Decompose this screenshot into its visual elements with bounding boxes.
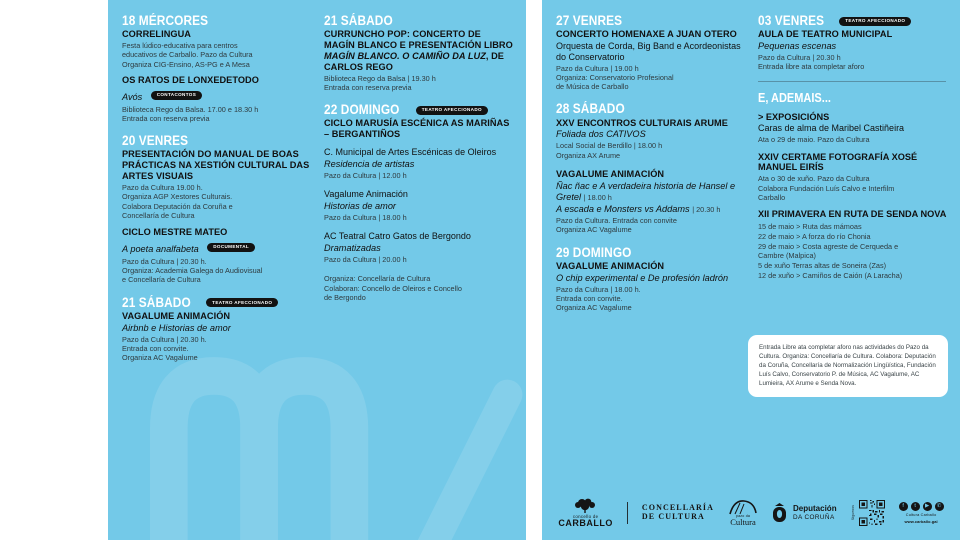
event-meta <box>324 213 514 222</box>
work-title-italic: Foliada dos CATIVOS <box>556 129 646 140</box>
event-block-18-mercores <box>122 14 312 123</box>
column-1 <box>122 14 312 374</box>
youtube-icon[interactable]: ▶ <box>923 502 932 511</box>
column-2 <box>324 14 514 374</box>
phone-icon[interactable]: ✆ <box>935 502 944 511</box>
event-date: 21 SÁBADO <box>324 13 393 28</box>
event-block-03-venres <box>758 14 948 72</box>
event-meta <box>122 105 312 124</box>
category-badge: TEATRO AFECCIONADO <box>206 298 278 307</box>
event-date: 21 SÁBADO <box>122 294 191 310</box>
performer-name: AC Teatral Catro Gatos de Bergondo <box>324 231 471 242</box>
category-badge: TEATRO AFECCIONADO <box>839 17 911 26</box>
carballo-crest <box>558 498 613 528</box>
meta-line: Festa lúdico-educativa para centros <box>122 41 238 51</box>
event-block-29-domingo <box>556 246 746 313</box>
facebook-icon[interactable]: f <box>899 502 908 511</box>
left-page <box>108 0 526 540</box>
organizer-meta <box>324 274 514 302</box>
exhibition-heading: XII PRIMAVERA EN RUTA DE SENDA NOVA <box>758 209 947 220</box>
exhibition-heading: XXIV CERTAME FOTOGRAFÍA XOSÉ MANUEL EIRÍS <box>758 151 918 173</box>
qr-caption: Síguenos <box>850 505 855 521</box>
work-title-italic: Pequenas escenas <box>758 41 837 52</box>
logo-pazo-da-cultura <box>728 499 758 527</box>
meta-line: e Concellaría de Cultura <box>122 275 201 285</box>
event-title: CURRUNCHO POP: CONCERTO DE MAGÍN BLANCO E PRESENTACIÓN LIBRO MAGÍN BLANCO. O CAMIÑO DA LUZ, DE CARLOS REGO <box>324 29 513 72</box>
right-page <box>542 0 960 540</box>
route-item: 5 de xuño Terras altas de Soneira (Zas) <box>758 261 887 271</box>
left-page-columns <box>108 0 526 380</box>
event-meta <box>556 141 746 160</box>
event-date: 18 MÉRCORES <box>122 13 209 28</box>
meta-line: Organiza CIG-Ensino, AS-PG e A Mesa <box>122 59 250 69</box>
meta-line: Organiza: Concellaría de Cultura <box>324 274 431 284</box>
event-title: PRESENTACIÓN DO MANUAL DE BOAS PRÁCTICAS NA XESTIÓN CULTURAL DAS ARTES VISUAIS <box>122 149 310 182</box>
logo-concellaria-cultura <box>642 504 714 522</box>
meta-line: Colabora Deputación da Coruña e <box>122 201 233 211</box>
event-date: 20 VENRES <box>122 133 189 149</box>
date-row <box>122 296 312 310</box>
date-row <box>556 246 746 260</box>
title-italic-row <box>122 239 312 257</box>
meta-line: Pazo da Cultura | 19.00 h <box>556 63 639 73</box>
carballo-main-label: CARBALLO <box>558 518 613 528</box>
event-meta <box>122 183 312 220</box>
event-meta <box>122 257 312 285</box>
event-meta <box>324 171 514 180</box>
event-title: CORRELINGUA <box>122 29 191 40</box>
event-subtitle-italic: Airbnb e Historias de amor <box>122 322 231 333</box>
work-title-italic: Ñac ñac e A verdadeira historia de Hansel e Gretel | 18.00 h <box>556 180 736 202</box>
meta-line: Pazo da Cultura | 18.00 h <box>324 212 407 222</box>
date-row <box>122 134 312 148</box>
meta-line: Organiza: Conservatorio Profesional <box>556 72 674 82</box>
social-handle: Cultura Carballo <box>905 512 937 517</box>
date-row <box>324 14 514 28</box>
meta-line: Entrada con reserva previa <box>324 82 412 92</box>
work-title-italic: Residencia de artistas <box>324 158 415 169</box>
performer-name: C. Municipal de Artes Escénicas de Oleiros <box>324 147 497 158</box>
meta-line: educativos de Carballo. Pazo da Cultura <box>122 50 253 60</box>
meta-line: Carballo <box>758 192 786 202</box>
pazo-arc-icon <box>728 499 758 515</box>
meta-line: Entrada con reserva previa <box>122 113 210 123</box>
column-3 <box>556 14 746 323</box>
route-list <box>758 222 948 281</box>
route-item: Cambre (Malpica) <box>758 251 816 261</box>
social-icon-row <box>899 502 944 511</box>
exhibition-block-exposicions <box>758 112 948 145</box>
meta-line: Pazo da Cultura 19.00 h. <box>122 182 203 192</box>
work-title-italic: Dramatizadas <box>324 243 381 254</box>
meta-line: Organiza AC Vagalume <box>556 225 632 235</box>
right-page-columns <box>542 0 960 329</box>
exhibition-name: Caras de alma de Maribel Castiñeira <box>758 123 905 134</box>
date-row <box>758 14 948 28</box>
exhibition-block-certame <box>758 152 948 203</box>
event-title: VAGALUME ANIMACIÓN <box>556 169 665 180</box>
date-row <box>324 103 514 117</box>
social-section <box>899 502 944 524</box>
meta-line: Organiza: Academia Galega do Audiovisual <box>122 266 263 276</box>
meta-line: Concellaría de Cultura <box>122 210 195 220</box>
deputacion-shield-icon <box>772 503 787 523</box>
meta-line: Pazo da Cultura | 20.30 h <box>758 53 841 63</box>
event-meta <box>122 41 312 69</box>
exhibition-heading: > EXPOSICIÓNS <box>758 111 830 122</box>
event-block-27-venres <box>556 14 746 91</box>
meta-line: Pazo da Cultura | 20.30 h. <box>122 256 207 266</box>
meta-line: Entrada con convite. <box>122 344 189 354</box>
meta-line: Organiza AC Vagalume <box>122 353 198 363</box>
event-meta <box>758 53 948 72</box>
meta-line: Pazo da Cultura. Entrada con convite <box>556 215 677 225</box>
concellaria-line-1: CONCELLARÍA <box>641 502 715 512</box>
qr-section[interactable] <box>851 500 885 526</box>
deputacion-line-1: Deputación <box>793 503 837 513</box>
event-title: VAGALUME ANIMACIÓN <box>556 260 665 271</box>
meta-line: Biblioteca Rego da Balsa. 17.00 e 18.30 h <box>122 104 259 114</box>
event-meta <box>556 285 746 313</box>
event-meta <box>556 216 746 235</box>
meta-line: Pazo da Cultura | 12.00 h <box>324 170 407 180</box>
logo-concello-carballo <box>558 498 613 528</box>
event-title: VAGALUME ANIMACIÓN <box>122 310 231 321</box>
status-badge: CONTACONTOS <box>151 91 202 100</box>
performer-name: Vagalume Animación <box>324 189 408 200</box>
meta-line: Organiza AX Arume <box>556 150 621 160</box>
title-italic-row <box>122 87 312 105</box>
category-badge: TEATRO AFECCIONADO <box>416 106 488 115</box>
route-item: 29 de maio > Costa agreste de Cerqueda e <box>758 241 899 251</box>
section-divider <box>758 81 946 82</box>
meta-line: Colaboran: Concello de Oleiros e Concello <box>324 283 462 293</box>
event-date: 03 VENRES <box>758 13 825 28</box>
work-title-italic: A escada e Monsters vs Addams | 20.30 h <box>556 203 721 214</box>
event-title: OS RATOS DE LONXEDETODO <box>122 74 259 85</box>
meta-line: Pazo da Cultura | 18.00 h. <box>556 284 641 294</box>
deputacion-text <box>793 505 837 521</box>
concellaria-line-2: DE CULTURA <box>641 511 705 521</box>
logo-divider <box>627 502 628 524</box>
event-block-21-sabado-curruncho <box>324 14 514 92</box>
pazo-main-label: Cultura <box>730 517 756 528</box>
event-date: 27 VENRES <box>556 13 623 28</box>
route-item: 22 de maio > A forza do río Chonia <box>758 231 871 241</box>
website-url[interactable]: www.carballo.gal <box>904 518 938 524</box>
exhibition-meta <box>758 174 948 202</box>
meta-line: Pazo da Cultura | 20.00 h <box>324 255 407 265</box>
twitter-icon[interactable]: t <box>911 502 920 511</box>
status-badge: DOCUMENTAL <box>207 243 255 252</box>
notice-box: Entrada Libre ata completar aforo nas actividades do Pazo da Cultura. Organiza: Concellaría de Cultura. Colabora: Deputación da Coruña, Concellaría de Normalización Lingüística, Fundación Luís Calvo, Conservatorio P. de Música, AC Vagalume, AC Lumieira, AX Arume e Senda Nova. <box>748 335 948 397</box>
work-title-italic: Historias de amor <box>324 200 396 211</box>
event-meta <box>122 335 312 363</box>
event-block-22-domingo <box>324 103 514 302</box>
event-date: 22 DOMINGO <box>324 102 400 118</box>
meta-line: Ata o 29 de maio. Pazo da Cultura <box>758 135 870 145</box>
event-block-28-sabado <box>556 102 746 234</box>
date-row <box>556 14 746 28</box>
meta-line: Organiza AGP Xestores Culturais. <box>122 192 233 202</box>
event-block-20-venres <box>122 134 312 284</box>
pazo-small-label: pazo da <box>735 513 751 518</box>
date-row <box>556 102 746 116</box>
event-title: CONCERTO HOMENAXE A JUAN OTERO <box>556 29 737 40</box>
event-title: CICLO MESTRE MATEO <box>122 227 228 238</box>
deputacion-line-2: DA CORUÑA <box>793 513 835 521</box>
event-meta <box>556 64 746 92</box>
meta-line: de Música de Carballo <box>556 82 629 92</box>
event-subtitle-italic: Avós <box>122 91 143 102</box>
event-block-21-sabado <box>122 296 312 363</box>
meta-line: Biblioteca Rego da Balsa | 19.30 h <box>324 73 436 83</box>
route-item: 12 de xuño > Camiños de Caión (A Laracha) <box>758 271 903 281</box>
route-item: 15 de maio > Ruta das mámoas <box>758 221 862 231</box>
left-margin <box>0 0 108 540</box>
spread-gutter <box>526 0 542 540</box>
meta-line: Entrada con convite. <box>556 293 623 303</box>
meta-line: de Bergondo <box>324 292 366 302</box>
meta-line: Colabora Fundación Luís Calvo e Interfilm <box>758 183 895 193</box>
carballo-top-label: concello de <box>572 513 599 519</box>
tree-crest-icon <box>573 498 599 514</box>
event-meta <box>324 74 514 93</box>
footer-logos <box>542 490 960 540</box>
column-4 <box>758 14 948 323</box>
event-title: CICLO MARUSÍA ESCÉNICA AS MARIÑAS – BERGANTIÑOS <box>324 118 510 140</box>
event-subtitle-italic: A poeta analfabeta <box>122 243 199 254</box>
meta-line: Organiza AC Vagalume <box>556 303 632 313</box>
exhibition-block-primavera <box>758 209 948 281</box>
event-date: 29 DOMINGO <box>556 244 632 260</box>
date-row <box>122 14 312 28</box>
event-subtitle: Orquesta de Corda, Big Band e Acordeonistas do Conservatorio <box>556 41 741 62</box>
meta-line: Entrada libre ata completar aforo <box>758 62 865 72</box>
event-meta <box>324 255 514 264</box>
meta-line: Pazo da Cultura | 20.30 h. <box>122 334 207 344</box>
logo-deputacion-coruna <box>772 503 837 523</box>
meta-line: Ata o 30 de xuño. Pazo da Cultura <box>758 174 870 184</box>
event-date: 28 SÁBADO <box>556 101 625 117</box>
work-title-italic: O chip experimental e De profesión ladrón <box>556 272 729 283</box>
qr-code-icon[interactable] <box>859 500 885 526</box>
section-heading-ademais: E, ADEMAIS... <box>758 90 831 105</box>
event-title: XXV ENCONTROS CULTURAIS ARUME <box>556 117 728 128</box>
meta-line: Local Social de Berdillo | 18.00 h <box>556 141 663 151</box>
exhibition-meta <box>758 135 948 144</box>
event-title: AULA DE TEATRO MUNICIPAL <box>758 29 893 40</box>
